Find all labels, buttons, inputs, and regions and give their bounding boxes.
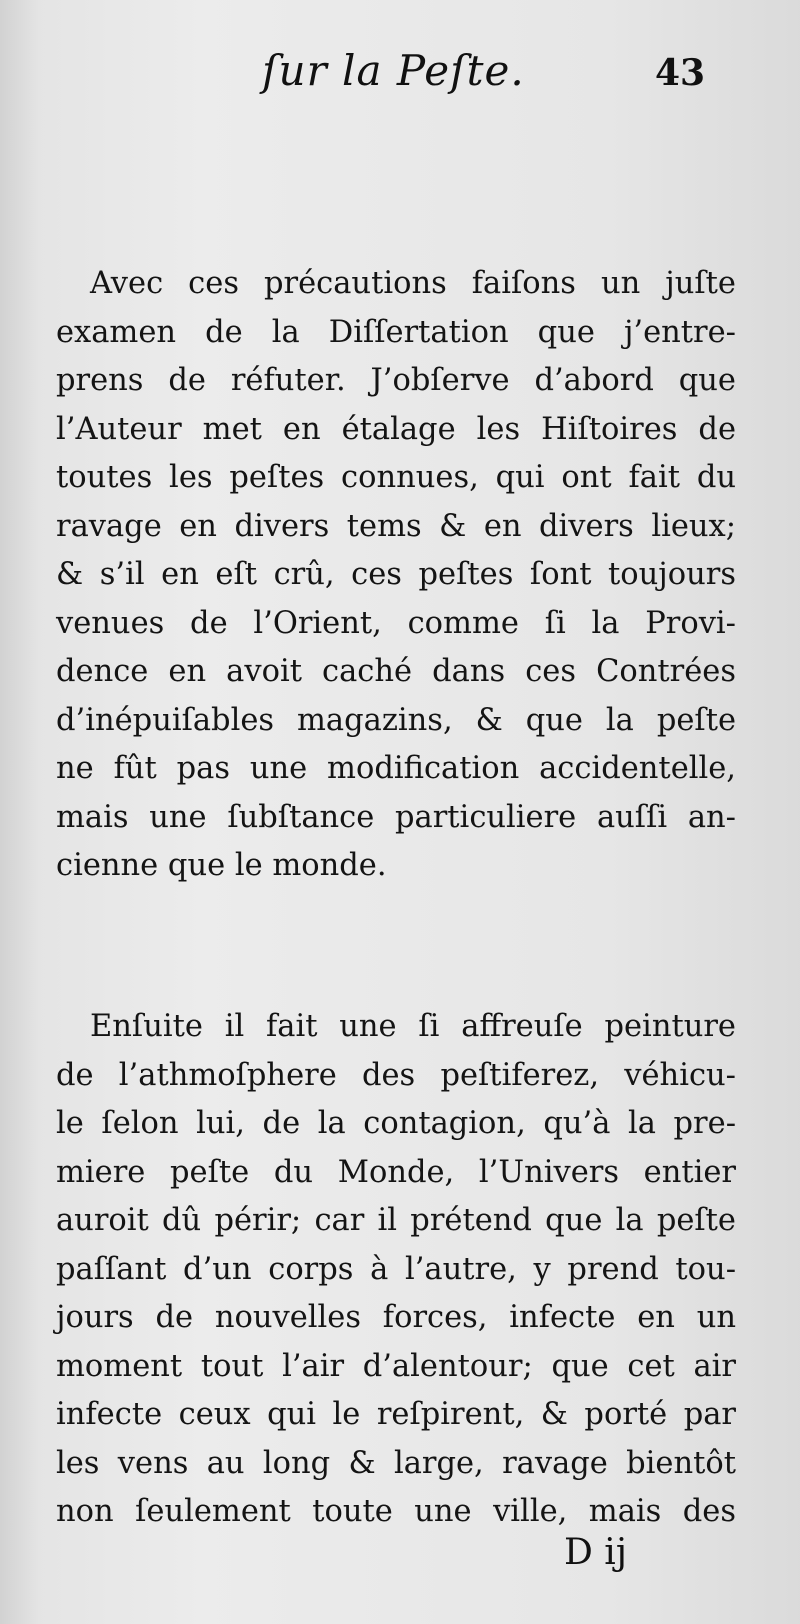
text-line: Enſuite il fait une ſi affreuſe peinture [90,1009,736,1044]
text-line: l’Auteur met en étalage les Hiſtoires de [56,411,736,447]
text-line: le ſelon lui, de la contagion, qu’à la pre- [56,1106,736,1141]
text-line: cienne que le monde. [56,848,387,883]
text-line: d’inépuiſables magazins, & que la peſte [56,702,736,738]
text-line: dence en avoit caché dans ces Contrées [56,654,736,689]
text-line: jours de nouvelles forces, infecte en un [56,1300,736,1335]
text-line: prens de réfuter. J’obſerve d’abord que [56,363,736,398]
text-line: miere peſte du Monde, l’Univers entier [56,1154,736,1190]
paragraph-1 [56,260,736,891]
text-line: de l’athmoſphere des peſtiferez, véhicu- [56,1057,736,1093]
text-line: venues de l’Orient, comme ſi la Provi- [56,605,736,641]
text-line: Avec ces précautions faiſons un juſte [90,266,736,301]
text-line: infecte ceux qui le reſpirent, & porté par [56,1397,736,1432]
text-line: non ſeulement toute une ville, mais des [56,1494,736,1529]
text-line: ravage en divers tems & en divers lieux; [56,508,736,544]
text-line: moment tout l’air d’alentour; que cet air [56,1348,736,1384]
text-line: paſſant d’un corps à l’autre, y prend tou- [56,1251,736,1287]
text-line: & s’il en eſt crû, ces peſtes ſont toujours [56,557,736,592]
signature-mark: D ij [564,1532,627,1573]
text-line: les vens au long & large, ravage bientôt [56,1445,736,1481]
running-head: ſur la Peſte. [262,46,525,95]
text-line: ne fût pas une modification accidentelle, [56,751,736,786]
text-line: examen de la Diſſertation que j’entre- [56,314,736,350]
page-number: 43 [655,52,706,94]
text-line: auroit dû périr; car il prétend que la peſte [56,1203,736,1238]
paragraph-2 [56,1003,736,1537]
text-line: mais une ſubſtance particuliere auſſi an- [56,799,736,835]
text-line: toutes les peſtes connues, qui ont fait du [56,460,736,495]
